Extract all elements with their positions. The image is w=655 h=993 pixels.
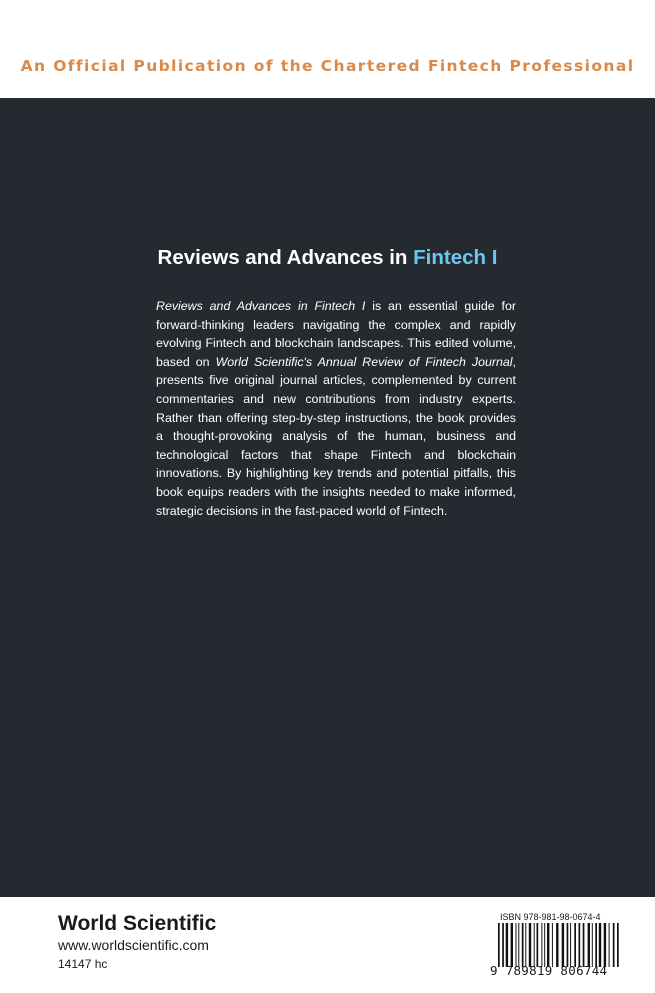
barcode-bar bbox=[556, 923, 558, 967]
barcode-bar bbox=[592, 923, 593, 967]
title-main: Reviews and Advances in bbox=[157, 246, 414, 269]
blurb-book-title: Reviews and Advances in Fintech I bbox=[156, 299, 366, 313]
barcode-bar bbox=[529, 923, 531, 967]
barcode-bar bbox=[544, 923, 545, 967]
book-title bbox=[0, 246, 655, 270]
barcode-bar bbox=[579, 923, 581, 967]
isbn-label: ISBN 978-981-98-0674-4 bbox=[500, 912, 601, 922]
top-band bbox=[0, 0, 655, 98]
publisher-name: World Scientific bbox=[58, 912, 217, 935]
barcode-bar bbox=[552, 923, 553, 967]
barcode-bar bbox=[516, 923, 517, 967]
barcode-bar bbox=[547, 923, 549, 967]
barcode-bar bbox=[574, 923, 576, 967]
barcode-bar bbox=[522, 923, 524, 967]
barcode bbox=[497, 923, 623, 967]
barcode-bar bbox=[588, 923, 590, 967]
publisher-website: www.worldscientific.com bbox=[58, 937, 209, 953]
barcode-bar bbox=[567, 923, 569, 967]
barcode-bar bbox=[518, 923, 519, 967]
barcode-bar bbox=[599, 923, 601, 967]
barcode-bar bbox=[506, 923, 508, 967]
barcode-bar bbox=[511, 923, 513, 967]
blurb-journal-title: World Scientific's Annual Review of Fintech Journal bbox=[215, 354, 513, 369]
barcode-bar bbox=[534, 923, 535, 967]
book-blurb bbox=[156, 297, 516, 520]
blurb-text-1: is an essential guide for forward-thinking leaders navigating the complex and rapidly evolving Fintech and blockchain landscapes. This edited volume, based on bbox=[156, 299, 516, 369]
barcode-bar bbox=[537, 923, 539, 967]
barcode-bar bbox=[613, 923, 615, 967]
barcode-bar bbox=[541, 923, 542, 967]
barcode-bar bbox=[583, 923, 585, 967]
series-line: An Official Publication of the Chartered Fintech Professional bbox=[20, 57, 635, 75]
barcode-bar bbox=[595, 923, 597, 967]
barcode-bar bbox=[525, 923, 526, 967]
barcode-bar bbox=[498, 923, 500, 967]
barcode-bar bbox=[570, 923, 571, 967]
barcode-bar bbox=[562, 923, 564, 967]
blurb-text-2: , presents five original journal articles, complemented by current commentaries and new contributions from industry experts. Rather than offering step-by-step instructions, the book provides a thought-provoking analysis of the human, business and technological factors that shape Fintech and blockchain innovations. By highlighting key trends and potential pitfalls, this book equips readers with the insights needed to make informed, strategic decisions in the fast-paced world of Fintech. bbox=[156, 354, 516, 518]
barcode-digits: 9 789819 806744 bbox=[490, 963, 608, 978]
product-code: 14147 hc bbox=[58, 957, 108, 971]
title-accent: Fintech I bbox=[413, 246, 498, 269]
barcode-bar bbox=[604, 923, 606, 967]
barcode-bar bbox=[609, 923, 610, 967]
barcode-bar bbox=[617, 923, 619, 967]
barcode-bar bbox=[502, 923, 504, 967]
